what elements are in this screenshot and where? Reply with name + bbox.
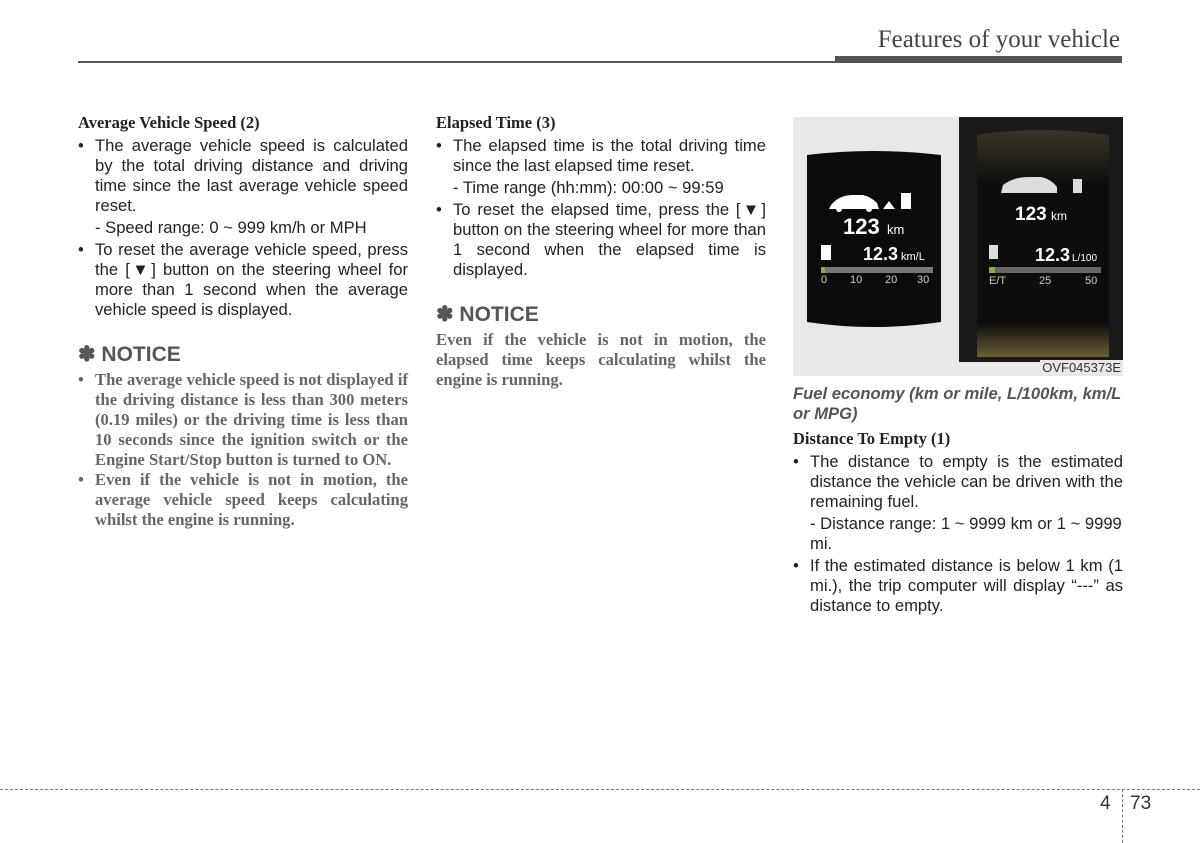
column-elapsed-time	[436, 112, 766, 390]
figure-caption: Fuel economy (km or mile, L/100km, km/L or MPG)	[793, 384, 1121, 423]
subheading-average-speed: Average Vehicle Speed (2)	[78, 113, 260, 132]
fuel-pump-icon	[989, 245, 998, 259]
notice-heading: ✽ NOTICE	[78, 343, 181, 366]
bullet-item	[436, 136, 766, 198]
bullet-text: If the estimated distance is below 1 km (1 mi.), the trip computer will display “---” as distance to empty.	[810, 556, 1123, 615]
wheel-icon	[836, 206, 842, 212]
bullet-subline: - Speed range: 0 ~ 999 km/h or MPH	[95, 218, 367, 237]
footer-rule	[0, 789, 1200, 790]
scale-label: 30	[917, 274, 930, 286]
right-economy-unit: L/100	[1072, 253, 1098, 264]
wheel-icon	[866, 206, 872, 212]
column-average-speed	[78, 112, 408, 530]
bullet-subline: - Time range (hh:mm): 00:00 ~ 99:59	[453, 178, 724, 197]
header-rule	[78, 61, 835, 63]
right-economy-bar-fill	[989, 267, 995, 273]
scale-label: 10	[850, 274, 863, 286]
fuel-pump-icon	[821, 245, 831, 260]
cluster-display-figure	[793, 117, 1123, 376]
right-distance: 123	[1015, 204, 1047, 225]
bullet-item	[78, 240, 408, 320]
bullet-dot: •	[436, 136, 442, 155]
bullet-list	[436, 136, 766, 280]
left-display-panel	[807, 151, 941, 327]
notice-heading: ✽ NOTICE	[436, 303, 539, 326]
right-economy: 12.3	[1035, 245, 1071, 265]
bullet-dot: •	[78, 240, 84, 259]
chapter-number: 4	[1100, 793, 1111, 814]
scale-label: E/T	[989, 275, 1007, 287]
fuel-pump-icon	[901, 193, 911, 209]
bullet-dot: •	[78, 136, 84, 155]
bullet-dot: •	[793, 556, 799, 575]
scale-label: 20	[885, 274, 898, 286]
subheading-elapsed-time: Elapsed Time (3)	[436, 113, 556, 132]
subheading-distance-to-empty: Distance To Empty (1)	[793, 429, 951, 448]
bullet-item	[436, 200, 766, 280]
bullet-item	[793, 452, 1123, 554]
bullet-text: The elapsed time is the total driving time since the last elapsed time reset.	[453, 136, 766, 175]
bullet-list	[78, 136, 408, 320]
left-economy-bar-track	[821, 267, 933, 273]
left-economy-bar-fill	[821, 267, 825, 273]
notice-list	[78, 370, 408, 530]
bullet-dot: •	[436, 200, 442, 219]
left-distance-unit: km	[887, 222, 905, 237]
fuel-pump-icon	[1073, 179, 1082, 193]
right-distance-unit: km	[1051, 209, 1067, 223]
right-display-panel	[977, 130, 1109, 357]
bullet-item	[793, 556, 1123, 616]
bullet-list	[793, 452, 1123, 616]
page-number: 73	[1130, 793, 1152, 814]
footer-divider	[1122, 789, 1123, 843]
bullet-text: The average vehicle speed is calculated by the total driving distance and driving time since the last average vehicle speed reset.	[95, 136, 408, 215]
figure-code: OVF045373E	[1042, 360, 1121, 375]
bullet-text: To reset the average vehicle speed, press the [▼] button on the steering wheel for more than 1 second when the average vehicle speed is displayed.	[95, 240, 408, 319]
bullet-subline: - Distance range: 1 ~ 9999 km or 1 ~ 9999 mi.	[810, 514, 1122, 553]
cluster-illustration	[793, 117, 1123, 376]
notice-item	[78, 470, 408, 530]
scale-label: 0	[821, 274, 828, 286]
section-title: Features of your vehicle	[877, 26, 1120, 53]
bullet-text: To reset the elapsed time, press the [▼] button on the steering wheel for more than 1 second when the elapsed time is displayed.	[453, 200, 766, 279]
left-economy-unit: km/L	[901, 251, 925, 263]
notice-text: The average vehicle speed is not displayed if the driving distance is less than 300 meters (0.19 miles) or the driving time is less than 10 seconds since the ignition switch or the Engine Start/Stop button is turned to ON.	[95, 370, 408, 469]
scale-label: 50	[1085, 275, 1098, 287]
column-distance-to-empty	[793, 384, 1123, 616]
notice-text: Even if the vehicle is not in motion, the average vehicle speed keeps calculating whilst the engine is running.	[95, 470, 408, 529]
notice-text: Even if the vehicle is not in motion, the elapsed time keeps calculating whilst the engine is running.	[436, 330, 766, 389]
header-rule-accent	[835, 56, 1122, 63]
notice-item	[78, 370, 408, 470]
bullet-dot: •	[793, 452, 799, 471]
scale-label: 25	[1039, 275, 1052, 287]
left-economy: 12.3	[863, 244, 899, 264]
bullet-dot: •	[78, 370, 84, 389]
right-economy-bar-track	[989, 267, 1101, 273]
bullet-text: The distance to empty is the estimated distance the vehicle can be driven with the remaining fuel.	[810, 452, 1123, 511]
bullet-dot: •	[78, 470, 84, 489]
left-distance: 123	[843, 214, 880, 239]
bullet-item	[78, 136, 408, 238]
